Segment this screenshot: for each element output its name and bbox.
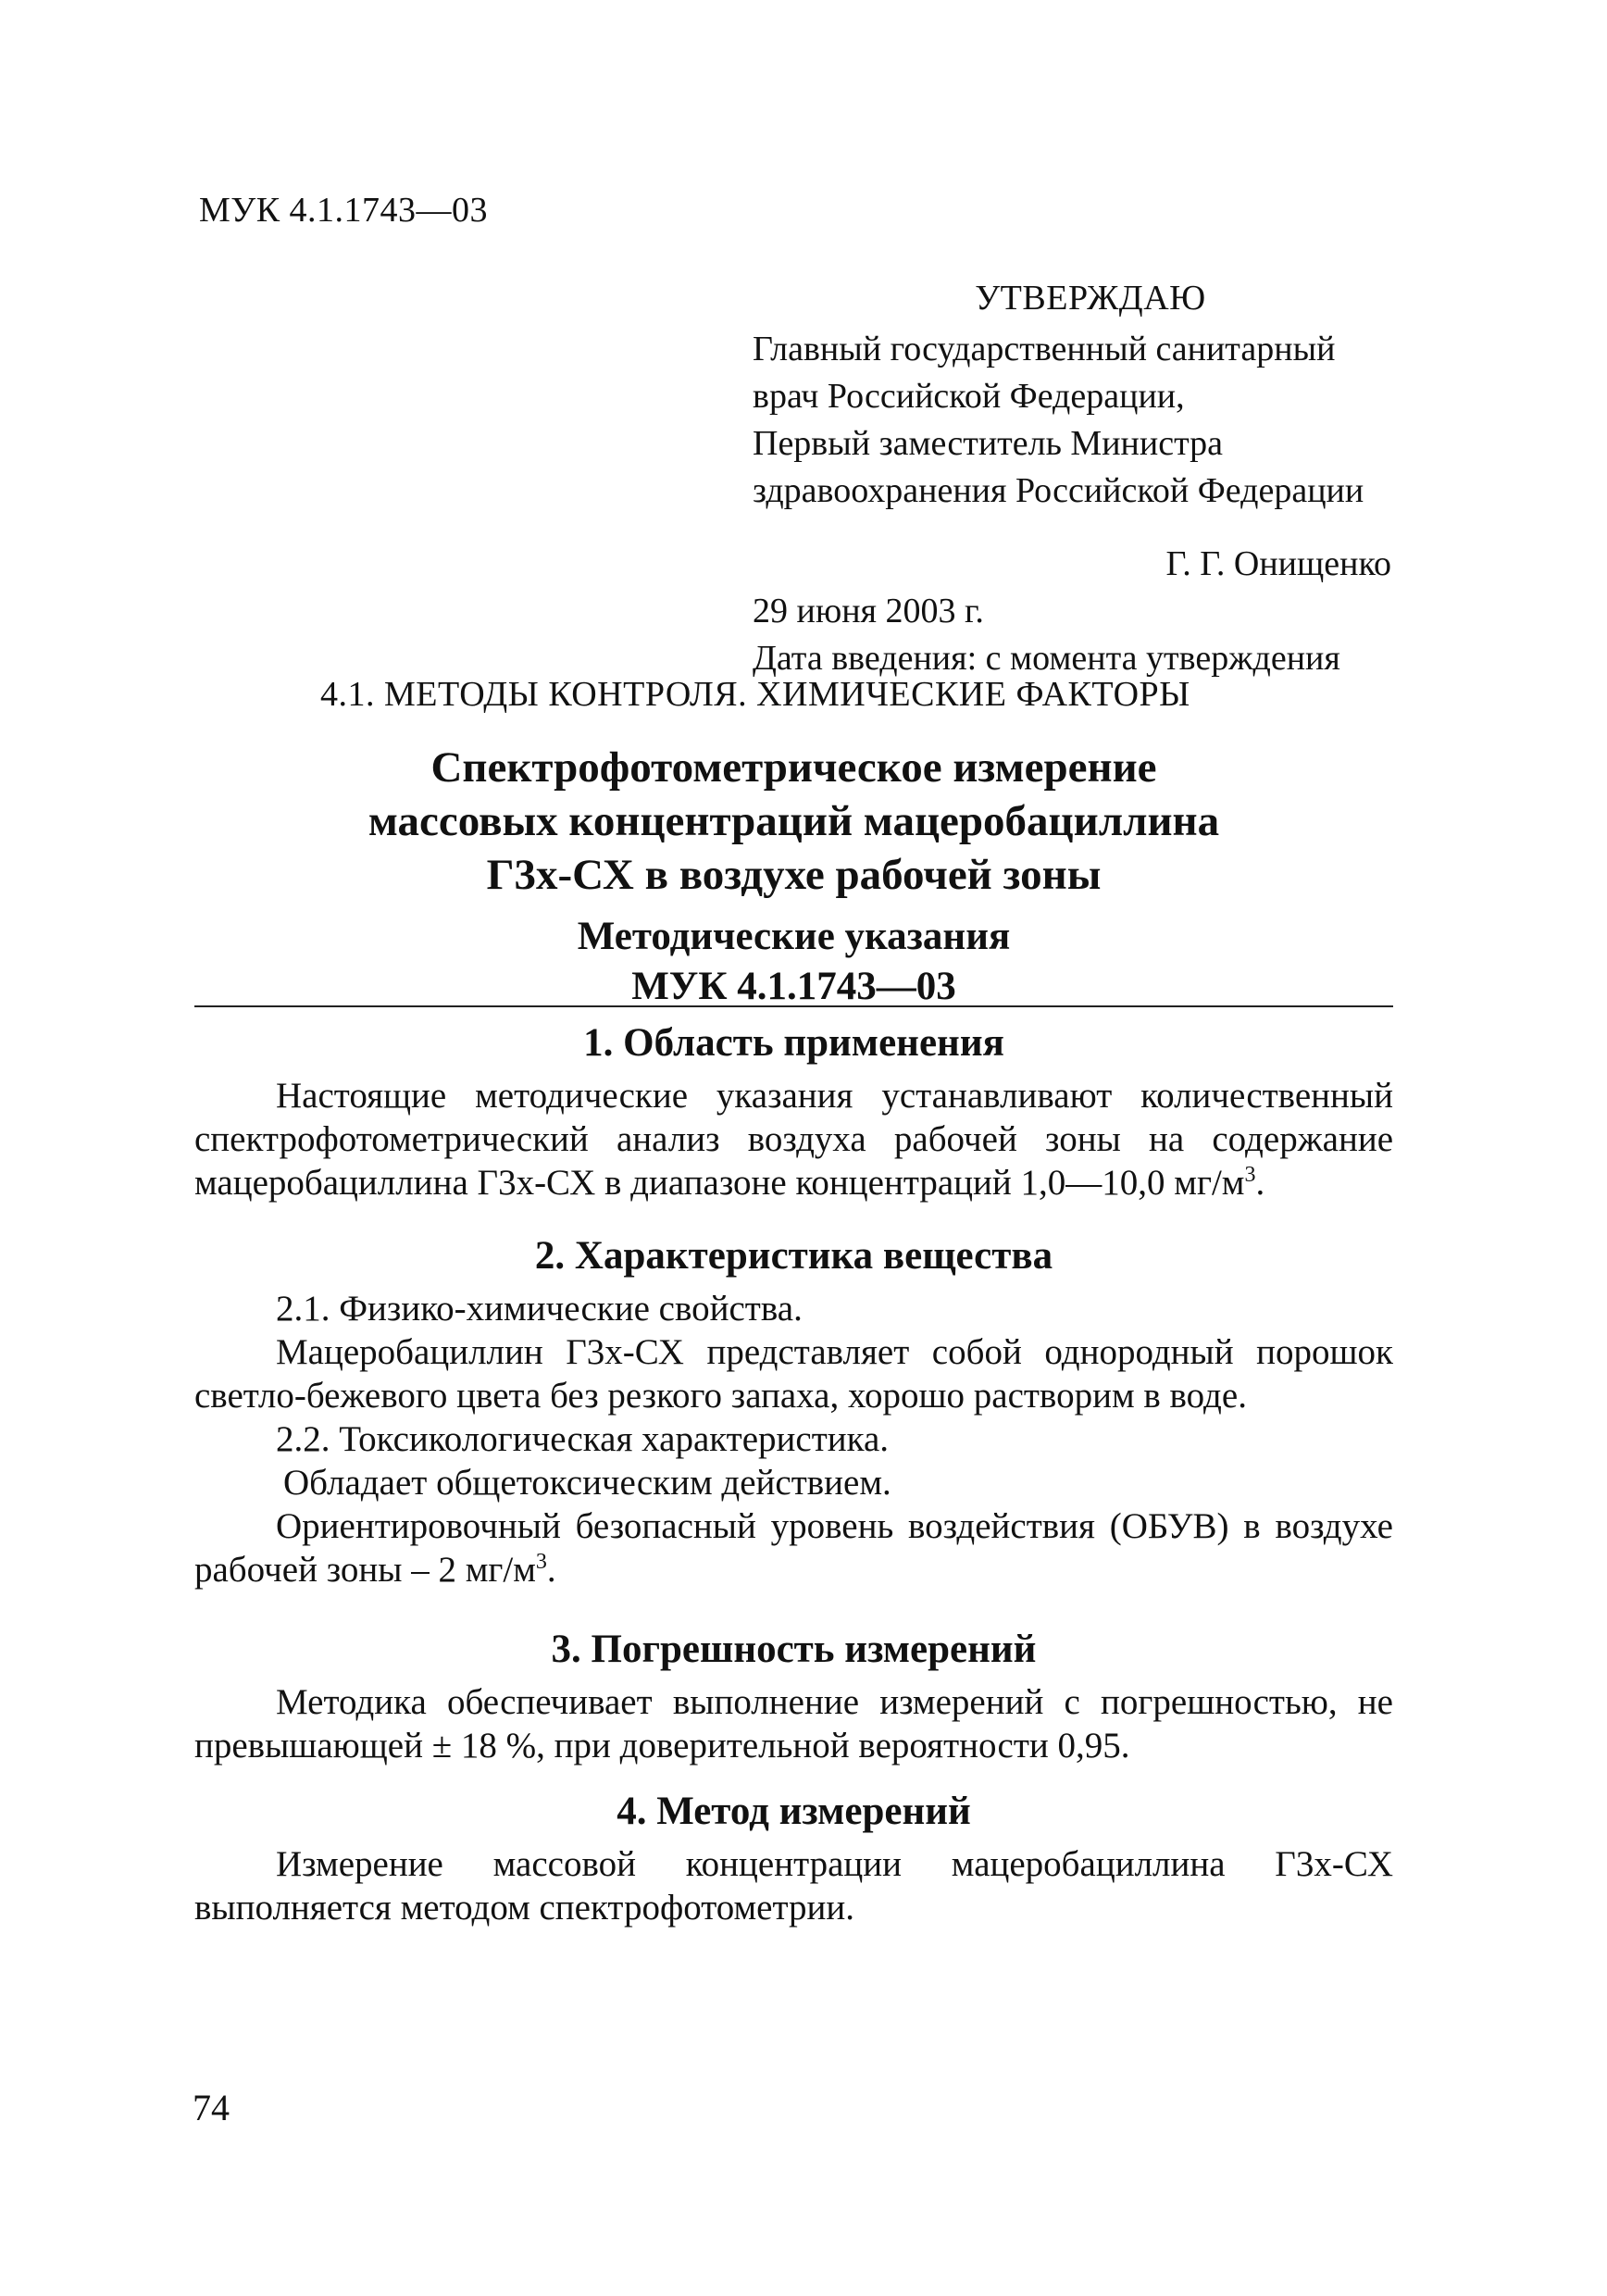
paragraph-text: Настоящие методические указания устанавливают количественный спектрофотометрический анализ воздуха рабочей зоны на содержание мацеробациллина Г3х-СХ в диапазоне концентраций 1,0—10,0 мг/м (194, 1076, 1393, 1203)
section-3 (194, 1625, 1393, 1767)
section-header: 4.1. МЕТОДЫ КОНТРОЛЯ. ХИМИЧЕСКИЕ ФАКТОРЫ (320, 675, 1190, 714)
document-title (194, 741, 1393, 902)
approval-line: здравоохранения Российской Федерации (753, 471, 1364, 510)
section-2 (194, 1231, 1393, 1591)
title-line: Г3х-СХ в воздухе рабочей зоны (486, 851, 1102, 899)
section-paragraph: Измерение массовой концентрации мацеробациллина Г3х-СХ выполняется методом спектрофотометрии. (194, 1844, 1393, 1928)
document-subtitle (194, 912, 1393, 1012)
subtitle-line: Методические указания (577, 915, 1011, 958)
horizontal-rule (194, 1005, 1393, 1007)
paragraph-text: Ориентировочный безопасный уровень воздействия (ОБУВ) в воздухе рабочей зоны – 2 мг/м (194, 1506, 1393, 1590)
section-heading: 1. Область применения (583, 1021, 1004, 1065)
approval-line: Главный государственный санитарный (753, 330, 1336, 368)
section-paragraph: Методика обеспечивает выполнение измерений с погрешностью, не превышающей ± 18 %, при доверительной вероятности 0,95. (194, 1682, 1393, 1766)
section-1 (194, 1018, 1393, 1204)
approval-date: 29 июня 2003 г. (753, 592, 984, 630)
approval-line: врач Российской Федерации, (753, 377, 1185, 416)
superscript: 3 (1244, 1163, 1256, 1187)
approval-effective-date: Дата введения: с момента утверждения (753, 639, 1340, 678)
section-heading: 4. Метод измерений (617, 1790, 971, 1833)
subsection-title: 2.2. Токсикологическая характеристика. (276, 1419, 890, 1459)
section-paragraph: Обладает общетоксическим действием. (283, 1463, 891, 1503)
section-4 (194, 1787, 1393, 1929)
subsection-title: 2.1. Физико-химические свойства. (276, 1289, 803, 1329)
section-paragraph (194, 1504, 1393, 1591)
title-line: Спектрофотометрическое измерение (430, 743, 1157, 792)
paragraph-tail: . (1255, 1163, 1265, 1203)
section-paragraph (194, 1074, 1393, 1204)
approval-block (753, 275, 1391, 682)
section-heading: 3. Погрешность измерений (551, 1628, 1037, 1671)
title-line: массовых концентраций мацеробациллина (367, 797, 1220, 845)
section-paragraph: Мацеробациллин Г3х-СХ представляет собой однородный порошок светло-бежевого цвета без резкого запаха, хорошо растворим в воде. (194, 1332, 1393, 1416)
page-number: 74 (193, 2087, 230, 2128)
approval-title: УТВЕРЖДАЮ (975, 279, 1206, 318)
document-code: МУК 4.1.1743—03 (199, 191, 489, 230)
paragraph-tail: . (546, 1550, 556, 1590)
approval-line: Первый заместитель Министра (753, 424, 1224, 463)
superscript: 3 (535, 1550, 547, 1574)
subtitle-line: МУК 4.1.1743—03 (631, 965, 956, 1008)
approval-signer: Г. Г. Онищенко (1165, 544, 1391, 583)
section-heading: 2. Характеристика вещества (534, 1234, 1053, 1278)
